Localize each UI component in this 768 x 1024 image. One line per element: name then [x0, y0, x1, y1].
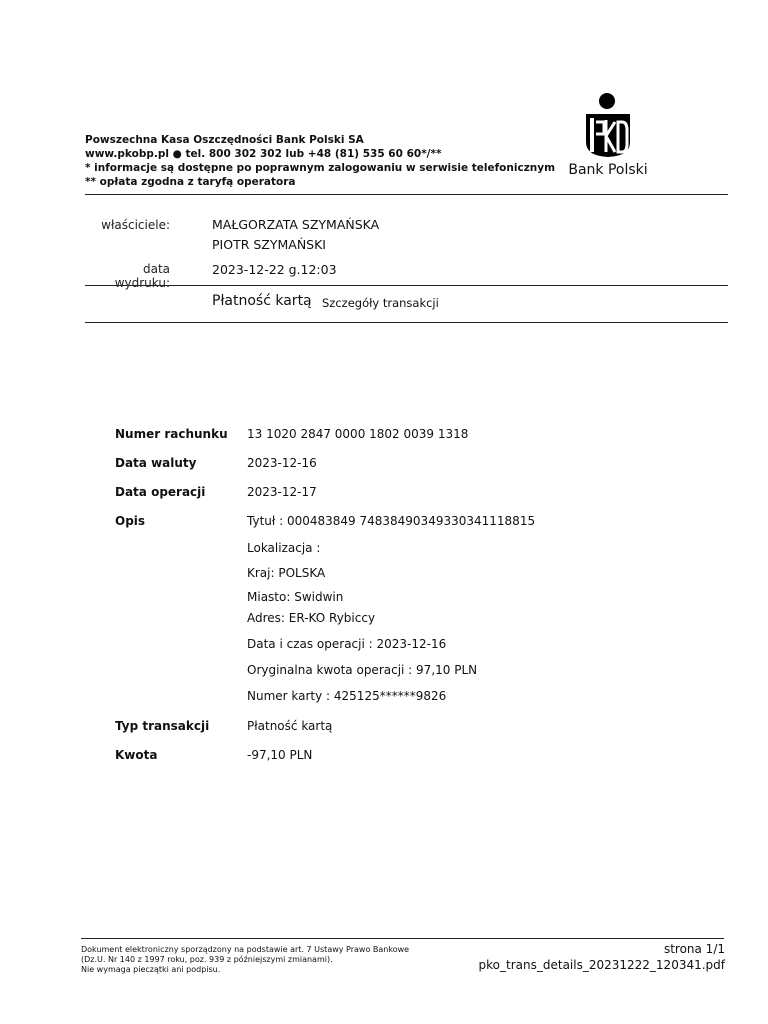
pko-logo-icon	[582, 92, 634, 158]
owner-2: PIOTR SZYMAŃSKI	[212, 237, 326, 252]
file-name: pko_trans_details_20231222_120341.pdf	[478, 958, 725, 972]
footer-legal-line: (Dz.U. Nr 140 z 1997 roku, poz. 939 z późniejszymi zmianami).	[81, 955, 333, 964]
divider-bottom	[85, 322, 728, 323]
amount: -97,10 PLN	[247, 748, 313, 762]
footer-right	[479, 941, 725, 973]
value-date: 2023-12-16	[247, 456, 317, 470]
page-number: strona 1/1	[663, 942, 725, 956]
print-date-label: data wydruku:	[114, 262, 170, 290]
description-label: Opis	[115, 514, 146, 528]
section-title: Płatność kartą	[212, 293, 312, 309]
description-line: Numer karty : 425125******9826	[247, 689, 447, 703]
account-number: 13 1020 2847 0000 1802 0039 1318	[247, 427, 469, 441]
account-label: Numer rachunku	[115, 427, 228, 441]
print-date: 2023-12-22 g.12:03	[212, 262, 337, 277]
transaction-type: Płatność kartą	[247, 719, 333, 733]
amount-label: Kwota	[115, 748, 158, 762]
divider-top	[85, 194, 728, 195]
section-subtitle: Szczegóły transakcji	[322, 296, 439, 310]
bank-name: Powszechna Kasa Oszczędności Bank Polski SA	[85, 134, 364, 146]
operation-date-label: Data operacji	[115, 485, 206, 499]
description-line: Adres: ER-KO Rybiccy	[247, 611, 376, 625]
divider-mid	[85, 285, 728, 286]
operation-date: 2023-12-17	[247, 485, 317, 499]
description-line: Tytuł : 000483849 74838490349330341118815	[247, 514, 536, 528]
divider-footer	[81, 938, 724, 939]
value-date-label: Data waluty	[115, 456, 197, 470]
footer-legal-line: Nie wymaga pieczątki ani podpisu.	[81, 965, 221, 974]
footer-legal	[81, 945, 409, 975]
pko-logo	[566, 92, 650, 178]
description-line: Kraj: POLSKA	[247, 566, 326, 580]
description-line: Data i czas operacji : 2023-12-16	[247, 637, 447, 651]
logo-text: Bank Polski	[568, 162, 648, 178]
footer-legal-line: Dokument elektroniczny sporządzony na podstawie art. 7 Ustawy Prawo Bankowe	[81, 945, 410, 954]
bank-contact: www.pkobp.pl ● tel. 800 302 302 lub +48 (81) 535 60 60*/**	[85, 148, 442, 160]
description-line: Oryginalna kwota operacji : 97,10 PLN	[247, 663, 478, 677]
description-line: Lokalizacja :	[247, 541, 321, 555]
bank-note-1: * informacje są dostępne po poprawnym zalogowaniu w serwisie telefonicznym	[85, 162, 556, 174]
owner-1: MAŁGORZATA SZYMAŃSKA	[212, 217, 380, 232]
description-line: Miasto: Swidwin	[247, 590, 344, 604]
transaction-type-label: Typ transakcji	[115, 719, 210, 733]
owners-label: właściciele:	[101, 218, 170, 232]
bank-info	[85, 133, 555, 189]
bank-note-2: ** opłata zgodna z taryfą operatora	[85, 176, 296, 188]
